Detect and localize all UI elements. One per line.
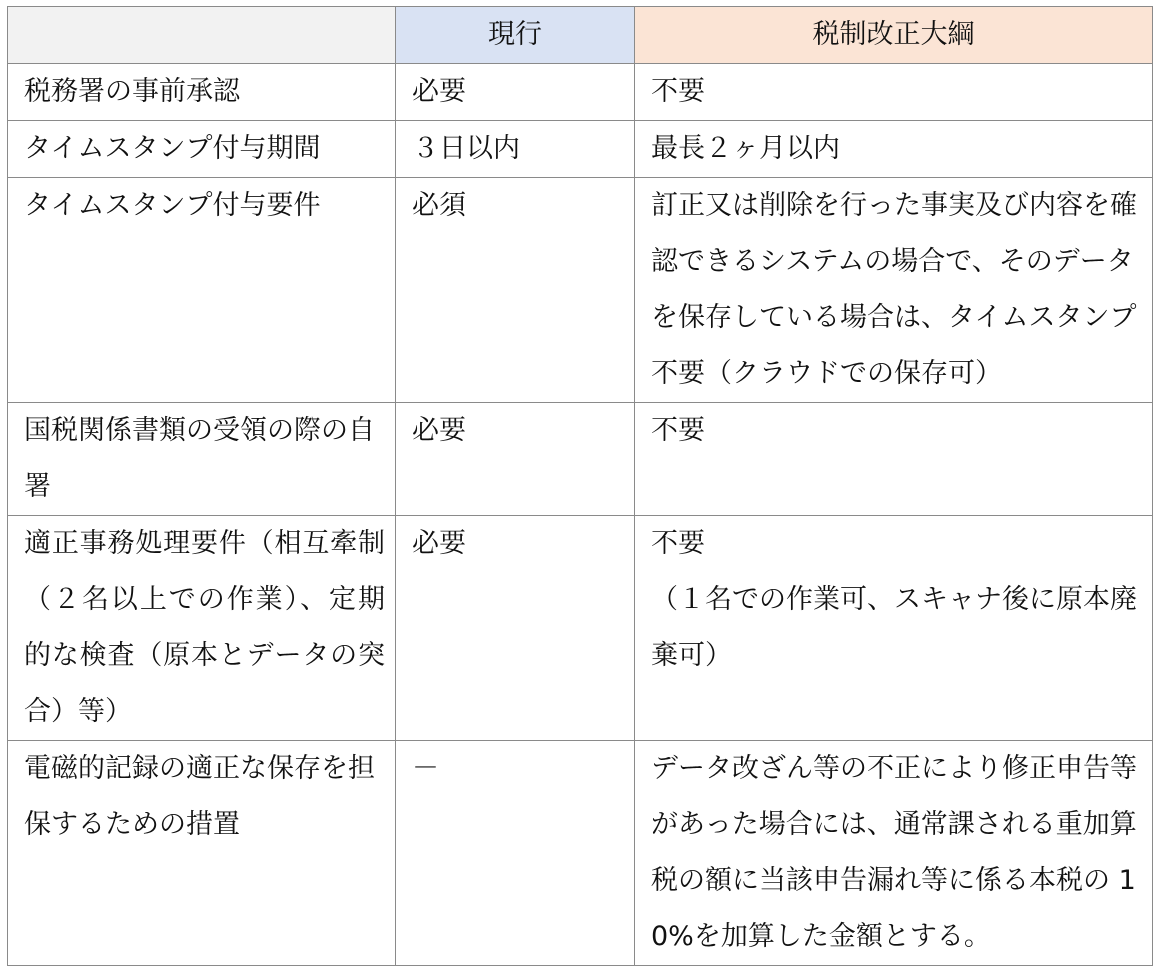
row-reform: 不要: [635, 403, 1153, 516]
row-item: 税務署の事前承認: [8, 64, 396, 121]
table-row: [8, 64, 1153, 121]
table-row: [8, 121, 1153, 178]
row-reform: データ改ざん等の不正により修正申告等があった場合には、通常課される重加算税の額に当該申告漏れ等に係る本税の 10%を加算した金額とする。: [635, 741, 1153, 966]
table-row: [8, 178, 1153, 403]
row-reform: 訂正又は削除を行った事実及び内容を確認できるシステムの場合で、そのデータを保存している場合は、タイムスタンプ不要（クラウドでの保存可）: [635, 178, 1153, 403]
header-current: 現行: [396, 7, 635, 64]
header-tax-reform: 税制改正大綱: [635, 7, 1153, 64]
row-current: 必要: [396, 516, 635, 741]
table-row: [8, 516, 1153, 741]
row-item: タイムスタンプ付与要件: [8, 178, 396, 403]
row-reform: 最長２ヶ月以内: [635, 121, 1153, 178]
row-reform: 不要 （１名での作業可、スキャナ後に原本廃棄可）: [635, 516, 1153, 741]
row-reform: 不要: [635, 64, 1153, 121]
row-current: 必要: [396, 403, 635, 516]
table-row: [8, 741, 1153, 966]
row-current: 必要: [396, 64, 635, 121]
row-current: ３日以内: [396, 121, 635, 178]
header-blank-cell: [8, 7, 396, 64]
header-row: [8, 7, 1153, 64]
row-item: タイムスタンプ付与期間: [8, 121, 396, 178]
row-item: 適正事務処理要件（相互牽制（２名以上での作業）、定期的な検査（原本とデータの突合）等）: [8, 516, 396, 741]
row-current: －: [396, 741, 635, 966]
row-item: 電磁的記録の適正な保存を担保するための措置: [8, 741, 396, 966]
row-current: 必須: [396, 178, 635, 403]
row-item: 国税関係書類の受領の際の自署: [8, 403, 396, 516]
comparison-table: [7, 6, 1153, 966]
table-row: [8, 403, 1153, 516]
